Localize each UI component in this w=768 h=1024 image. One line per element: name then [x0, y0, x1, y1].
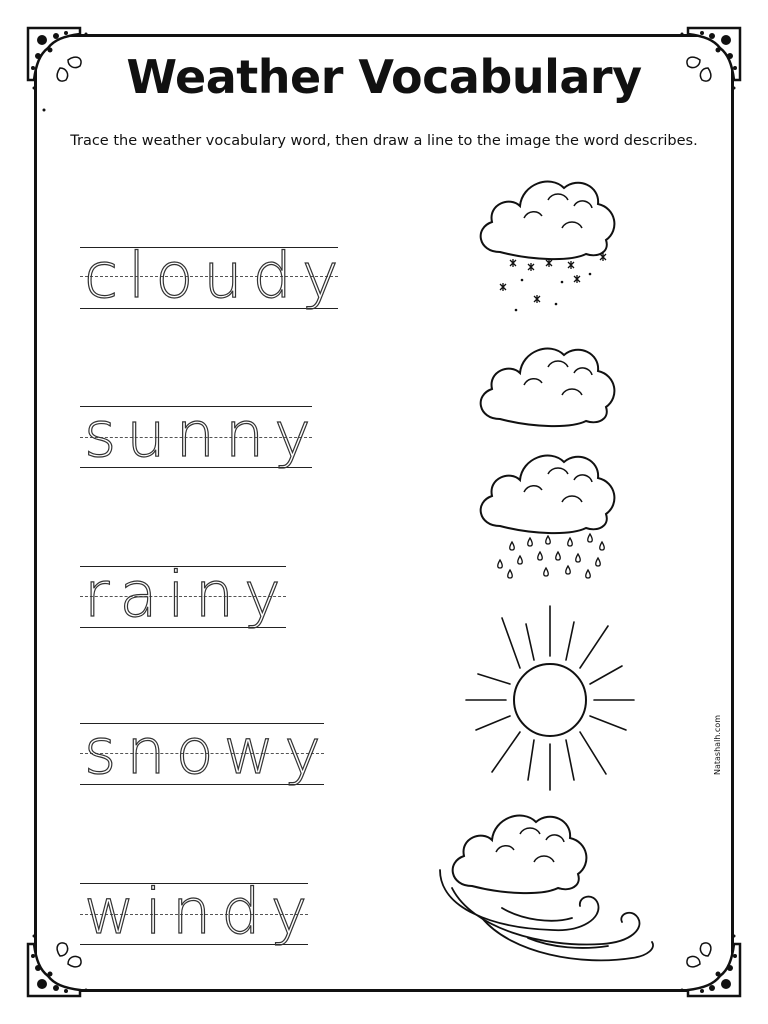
trace-word: sunny	[84, 398, 321, 471]
watermark-text: Natashalh.com	[713, 715, 722, 775]
worksheet-title: Weather Vocabulary	[126, 50, 642, 104]
windy-cloud-icon	[432, 808, 660, 978]
instructions-text: Trace the weather vocabulary word, then draw a line to the image the word describes.	[70, 133, 698, 149]
snowy-cloud-icon	[470, 170, 630, 320]
sun-icon	[462, 604, 638, 794]
trace-word: snowy	[84, 715, 331, 788]
trace-word: cloudy	[84, 239, 349, 312]
trace-word: windy	[84, 875, 318, 948]
corner-ornament-bottom-right	[654, 910, 744, 1000]
rain-cloud-icon	[470, 442, 630, 587]
cloud-icon	[470, 335, 630, 430]
trace-word: rainy	[84, 558, 291, 631]
